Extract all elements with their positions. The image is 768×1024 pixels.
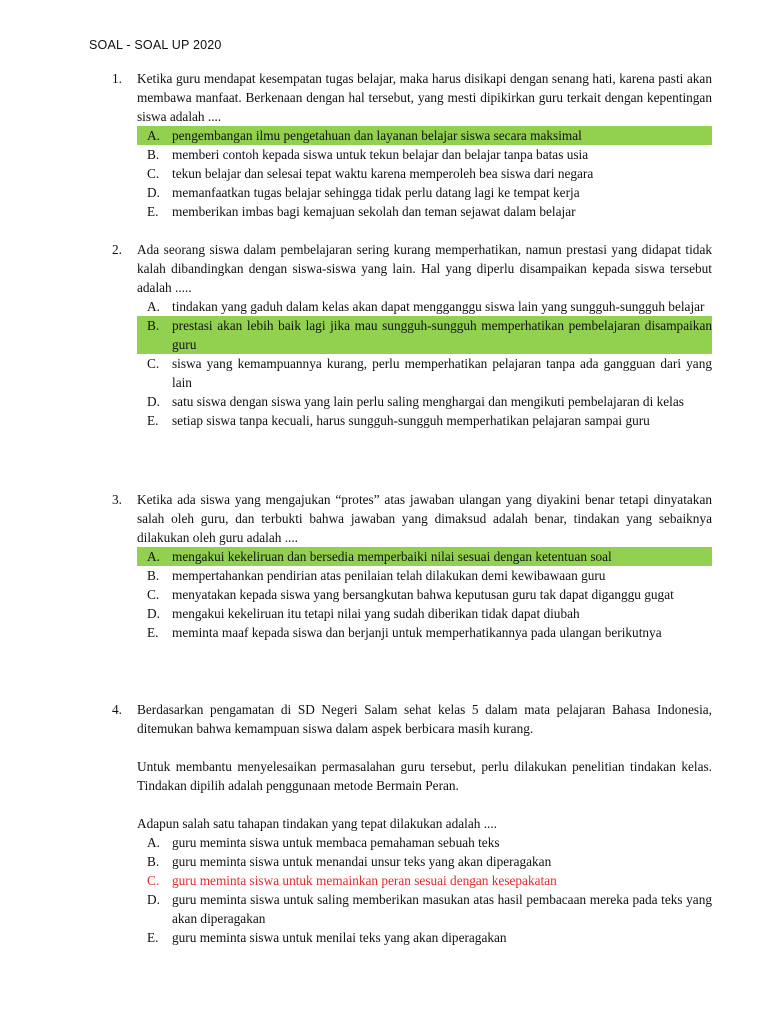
option-text: mengakui kekeliruan itu tetapi nilai yang sudah diberikan tidak dapat diubah [172, 606, 580, 621]
answer-option [137, 183, 712, 202]
question-prompt: Adapun salah satu tahapan tindakan yang tepat dilakukan adalah .... [137, 816, 498, 831]
option-text: guru meminta siswa untuk saling memberikan masukan atas hasil pembacaan mereka pada teks yang akan diperagakan [172, 892, 712, 926]
answer-option [137, 566, 712, 585]
answer-option-correct-highlighted [137, 547, 712, 566]
option-letter: A. [147, 835, 160, 850]
option-letter: E. [147, 930, 159, 945]
answer-option [137, 890, 712, 928]
question-3 [112, 490, 712, 642]
option-letter: D. [147, 606, 160, 621]
option-text: menyatakan kepada siswa yang bersangkutan bahwa keputusan guru tak dapat diganggu gugat [172, 587, 674, 602]
option-text: memberi contoh kepada siswa untuk tekun belajar dan belajar tanpa batas usia [172, 147, 589, 162]
option-text: siswa yang kemampuannya kurang, perlu memperhatikan pelajaran tanpa ada gangguan dari yang lain [172, 356, 712, 390]
option-text: tindakan yang gaduh dalam kelas akan dapat mengganggu siswa lain yang sungguh-sungguh belajar [172, 299, 705, 314]
answer-option [137, 833, 712, 852]
option-letter: B. [147, 318, 160, 333]
answer-option [137, 928, 712, 947]
option-letter: E. [147, 625, 159, 640]
answer-option [137, 202, 712, 221]
answer-option-correct-red [137, 871, 712, 890]
answer-option [137, 145, 712, 164]
question-text: Ketika ada siswa yang mengajukan “protes” atas jawaban ulangan yang diyakini benar tetapi dinyatakan salah oleh guru, dan terbukti bahwa jawaban yang dimaksud adalah benar, tindakan yang sebaiknya dilakukan oleh guru adalah .... [137, 492, 712, 545]
question-number: 1. [112, 71, 122, 86]
option-letter: B. [147, 147, 160, 162]
option-text: mempertahankan pendirian atas penilaian telah dilakukan demi kewibawaan guru [172, 568, 606, 583]
answer-option-correct-highlighted [137, 126, 712, 145]
question-text: Ketika guru mendapat kesempatan tugas belajar, maka harus disikapi dengan senang hati, karena pasti akan membawa manfaat. Berkenaan dengan hal tersebut, yang mesti dipikirkan guru terkait dengan kepentingan siswa adalah .... [137, 71, 712, 124]
option-text: guru meminta siswa untuk membaca pemahaman sebuah teks [172, 835, 500, 850]
option-text: meminta maaf kepada siswa dan berjanji untuk memperhatikannya pada ulangan berikutnya [172, 625, 662, 640]
answer-option [137, 164, 712, 183]
question-1 [112, 69, 712, 221]
answer-option [137, 392, 712, 411]
option-text: tekun belajar dan selesai tepat waktu karena memperoleh bea siswa dari negara [172, 166, 594, 181]
question-number: 2. [112, 242, 122, 257]
option-letter: B. [147, 568, 160, 583]
option-letter: C. [147, 356, 160, 371]
question-number: 4. [112, 702, 122, 717]
answer-option [137, 297, 712, 316]
option-text: satu siswa dengan siswa yang lain perlu saling menghargai dan mengikuti pembelajaran di kelas [172, 394, 684, 409]
option-letter: D. [147, 892, 160, 907]
answer-option-correct-highlighted [137, 316, 712, 354]
answer-option [137, 604, 712, 623]
question-text: Untuk membantu menyelesaikan permasalahan guru tersebut, perlu dilakukan penelitian tindakan kelas. Tindakan dipilih adalah penggunaan metode Bermain Peran. [137, 759, 712, 793]
page-header: SOAL - SOAL UP 2020 [89, 38, 222, 52]
option-text: guru meminta siswa untuk memainkan peran sesuai dengan kesepakatan [172, 873, 557, 888]
answer-option [137, 585, 712, 604]
option-letter: A. [147, 299, 160, 314]
answer-option [137, 411, 712, 430]
answer-option [137, 623, 712, 642]
option-letter: E. [147, 413, 159, 428]
option-text: memanfaatkan tugas belajar sehingga tidak perlu datang lagi ke tempat kerja [172, 185, 580, 200]
option-letter: C. [147, 587, 160, 602]
option-text: pengembangan ilmu pengetahuan dan layanan belajar siswa secara maksimal [172, 128, 582, 143]
question-number: 3. [112, 492, 122, 507]
option-text: mengakui kekeliruan dan bersedia memperbaiki nilai sesuai dengan ketentuan soal [172, 549, 612, 564]
question-2 [112, 240, 712, 430]
option-letter: A. [147, 549, 160, 564]
option-letter: C. [147, 873, 160, 888]
option-letter: A. [147, 128, 160, 143]
option-text: guru meminta siswa untuk menilai teks yang akan diperagakan [172, 930, 507, 945]
option-letter: D. [147, 185, 160, 200]
option-letter: C. [147, 166, 160, 181]
option-text: guru meminta siswa untuk menandai unsur teks yang akan diperagakan [172, 854, 552, 869]
option-letter: B. [147, 854, 160, 869]
option-letter: D. [147, 394, 160, 409]
option-text: setiap siswa tanpa kecuali, harus sungguh-sungguh memperhatikan pelajaran sampai guru [172, 413, 650, 428]
answer-option [137, 354, 712, 392]
question-text: Berdasarkan pengamatan di SD Negeri Salam sehat kelas 5 dalam mata pelajaran Bahasa Indonesia, ditemukan bahwa kemampuan siswa dalam aspek berbicara masih kurang. [137, 702, 712, 736]
option-letter: E. [147, 204, 159, 219]
option-text: prestasi akan lebih baik lagi jika mau sungguh-sungguh memperhatikan pembelajaran disampaikan guru [172, 318, 712, 352]
answer-option [137, 852, 712, 871]
question-text: Ada seorang siswa dalam pembelajaran sering kurang memperhatikan, namun prestasi yang didapat tidak kalah dibandingkan dengan siswa-siswa yang lain. Hal yang diperlu disampaikan kepada siswa tersebut adalah ..... [137, 242, 712, 295]
option-text: memberikan imbas bagi kemajuan sekolah dan teman sejawat dalam belajar [172, 204, 576, 219]
question-4 [112, 700, 712, 947]
